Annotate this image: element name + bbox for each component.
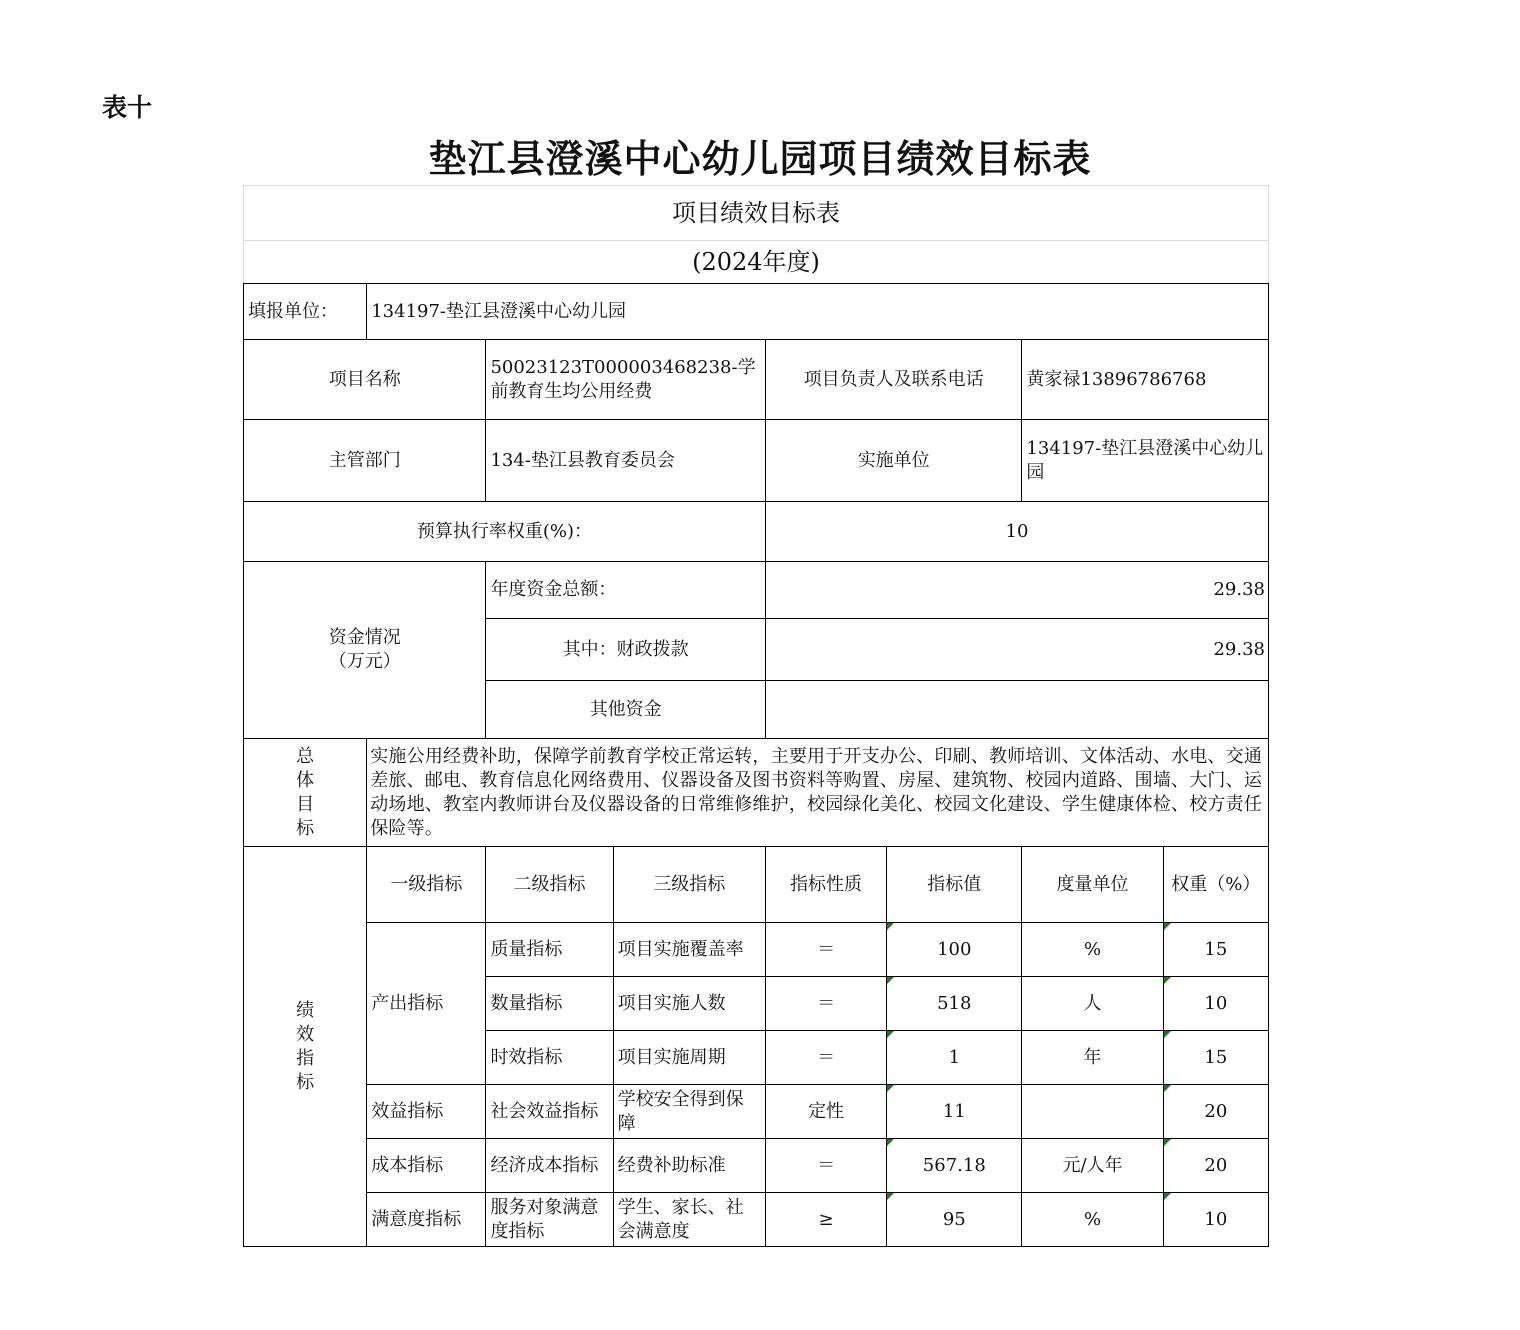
page-title: 垫江县澄溪中心幼儿园项目绩效目标表 — [428, 136, 1092, 181]
row-l2: 数量指标 — [486, 977, 613, 1031]
row-nature: ＝ — [765, 977, 886, 1031]
perf-label-char: 标 — [296, 1071, 315, 1093]
row-weight: 10 — [1163, 977, 1268, 1031]
project-name-value: 50023123T000003468238-学前教育生均公用经费 — [486, 340, 766, 420]
form-frame — [243, 185, 1269, 1247]
header-nature: 指标性质 — [765, 847, 886, 923]
goal-label-char: 总 — [296, 745, 315, 767]
row-weight: 15 — [1163, 923, 1268, 977]
row-unit: % — [1022, 1193, 1163, 1247]
table-row — [244, 1193, 1269, 1247]
header-value: 指标值 — [887, 847, 1022, 923]
perf-label-char: 绩 — [296, 999, 315, 1021]
perf-label-char: 指 — [296, 1047, 315, 1069]
header-l1: 一级指标 — [367, 847, 486, 923]
project-name-label: 项目名称 — [244, 340, 486, 420]
row-weight: 20 — [1163, 1139, 1268, 1193]
header-weight: 权重（%） — [1163, 847, 1268, 923]
annual-total-label: 年度资金总额： — [486, 562, 766, 619]
row-l1: 效益指标 — [367, 1085, 486, 1139]
table-number-label: 表十 — [102, 93, 153, 122]
perf-label — [244, 847, 367, 1247]
row-weight: 10 — [1163, 1193, 1268, 1247]
unit-value: 134197-垫江县澄溪中心幼儿园 — [367, 284, 1269, 340]
row-l3: 学生、家长、社会满意度 — [613, 1193, 765, 1247]
form-subtitle: 项目绩效目标表 — [243, 185, 1269, 240]
row-unit: 年 — [1022, 1031, 1163, 1085]
goal-label-char: 体 — [296, 769, 315, 791]
row-l2: 质量指标 — [486, 923, 613, 977]
perf-label-char: 效 — [296, 1023, 315, 1045]
row-l1: 成本指标 — [367, 1139, 486, 1193]
row-l3: 经费补助标准 — [613, 1139, 765, 1193]
annual-total-value: 29.38 — [765, 562, 1268, 619]
row-l2: 经济成本指标 — [486, 1139, 613, 1193]
fiscal-label: 其中：财政拨款 — [486, 619, 766, 681]
goal-label-char: 目 — [296, 793, 315, 815]
goal-text: 实施公用经费补助，保障学前教育学校正常运转，主要用于开支办公、印刷、教师培训、文体活动、水电、交通差旅、邮电、教育信息化网络费用、仪器设备及图书资料等购置、房屋、建筑物、校园内道路、围墙、大门、运动场地、教室内教师讲台及仪器设备的日常维修维护，校园绿化美化、校园文化建设、学生健康体检、校方责任保险等。 — [367, 739, 1269, 847]
funds-label-line2: （万元） — [328, 651, 401, 672]
header-l3: 三级指标 — [613, 847, 765, 923]
row-l3: 项目实施覆盖率 — [613, 923, 765, 977]
row-value: 100 — [887, 923, 1022, 977]
row-nature: ＝ — [765, 1139, 886, 1193]
table-row — [244, 1085, 1269, 1139]
row-weight: 20 — [1163, 1085, 1268, 1139]
table-row — [244, 1139, 1269, 1193]
goal-label — [244, 739, 367, 847]
header-l2: 二级指标 — [486, 847, 613, 923]
impl-label: 实施单位 — [765, 420, 1021, 502]
contact-value: 黄家禄13896786768 — [1022, 340, 1269, 420]
other-funds-label: 其他资金 — [486, 681, 766, 739]
row-value: 95 — [887, 1193, 1022, 1247]
row-value: 518 — [887, 977, 1022, 1031]
budget-weight-label: 预算执行率权重(%)： — [244, 502, 766, 562]
row-nature: ≥ — [765, 1193, 886, 1247]
row-l1: 产出指标 — [367, 923, 486, 1085]
budget-weight-value: 10 — [765, 502, 1268, 562]
row-l2: 服务对象满意度指标 — [486, 1193, 613, 1247]
row-weight: 15 — [1163, 1031, 1268, 1085]
dept-value: 134-垫江县教育委员会 — [486, 420, 766, 502]
row-value: 1 — [887, 1031, 1022, 1085]
row-nature: 定性 — [765, 1085, 886, 1139]
table-row — [244, 923, 1269, 977]
contact-label: 项目负责人及联系电话 — [765, 340, 1021, 420]
dept-label: 主管部门 — [244, 420, 486, 502]
row-l3: 学校安全得到保障 — [613, 1085, 765, 1139]
goal-label-char: 标 — [296, 817, 315, 839]
row-l3: 项目实施人数 — [613, 977, 765, 1031]
funds-label-line1: 资金情况 — [328, 627, 401, 648]
row-unit: 元/人年 — [1022, 1139, 1163, 1193]
other-funds-value — [765, 681, 1268, 739]
row-l2: 社会效益指标 — [486, 1085, 613, 1139]
row-value: 567.18 — [887, 1139, 1022, 1193]
row-l2: 时效指标 — [486, 1031, 613, 1085]
funds-label — [244, 562, 486, 739]
header-unit: 度量单位 — [1022, 847, 1163, 923]
form-year: (2024年度) — [243, 240, 1269, 283]
performance-table — [243, 283, 1269, 1247]
row-value: 11 — [887, 1085, 1022, 1139]
row-nature: ＝ — [765, 1031, 886, 1085]
row-unit: 人 — [1022, 977, 1163, 1031]
impl-value: 134197-垫江县澄溪中心幼儿园 — [1022, 420, 1269, 502]
row-l1: 满意度指标 — [367, 1193, 486, 1247]
row-unit — [1022, 1085, 1163, 1139]
fiscal-value: 29.38 — [765, 619, 1268, 681]
unit-label: 填报单位： — [244, 284, 367, 340]
row-l3: 项目实施周期 — [613, 1031, 765, 1085]
row-nature: ＝ — [765, 923, 886, 977]
row-unit: % — [1022, 923, 1163, 977]
